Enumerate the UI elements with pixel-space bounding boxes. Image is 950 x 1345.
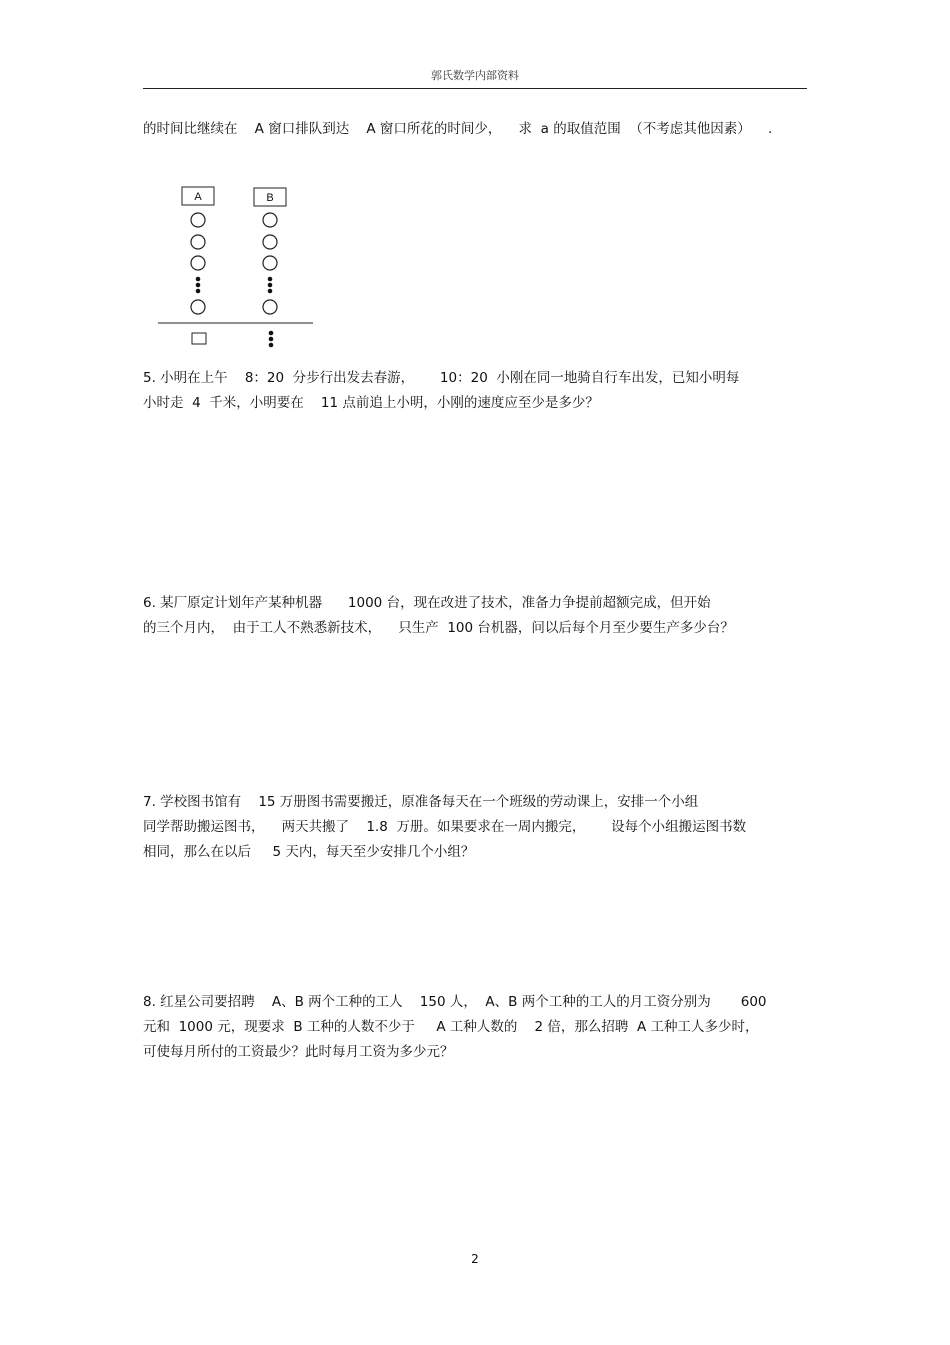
- queue-a-ellipsis: [196, 277, 201, 294]
- newcomer-square: [192, 333, 206, 344]
- queue-b-person-1: [263, 213, 277, 227]
- queue-a-person-1: [191, 213, 205, 227]
- problem-5-line-2: 小时走 4 千米，小明要在 11 点前追上小明，小刚的速度应至少是多少？: [143, 395, 599, 411]
- intro-line: 的时间比继续在 A 窗口排队到达 A 窗口所花的时间少， 求 a 的取值范围 （不考虑其他因素） .: [143, 121, 773, 137]
- window-b-label: B: [266, 192, 274, 204]
- queue-diagram: [150, 183, 320, 353]
- header-divider: [143, 88, 807, 89]
- queue-a-person-3: [191, 256, 205, 270]
- problem-8-line-3: 可使每月所付的工资最少？此时每月工资为多少元？: [143, 1044, 454, 1060]
- queue-b-person-last: [263, 300, 277, 314]
- page-number: 2: [471, 1252, 479, 1266]
- problem-7-line-3: 相同，那么在以后 5 天内，每天至少安排几个小组？: [143, 844, 475, 860]
- queue-b-tail-ellipsis: [269, 331, 274, 348]
- queue-a-person-last: [191, 300, 205, 314]
- problem-8-line-1: 8. 红星公司要招聘 A、B 两个工种的工人 150 人， A、B 两个工种的工人的月工资分别为 600: [143, 994, 767, 1010]
- problem-8-line-2: 元和 1000 元，现要求 B 工种的人数不少于 A 工种人数的 2 倍，那么招聘 A 工种工人多少时，: [143, 1019, 759, 1035]
- queue-b-person-3: [263, 256, 277, 270]
- problem-6-line-1: 6. 某厂原定计划年产某种机器 1000 台，现在改进了技术，准备力争提前超额完成，但开始: [143, 595, 711, 611]
- queue-b-person-2: [263, 235, 277, 249]
- page-header: 郭氏数学内部资料: [431, 69, 519, 82]
- problem-5-line-1: 5. 小明在上午 8：20 分步行出发去春游， 10：20 小刚在同一地骑自行车出发，已知小明每: [143, 370, 740, 386]
- queue-b-ellipsis: [268, 277, 273, 294]
- problem-7-line-1: 7. 学校图书馆有 15 万册图书需要搬迁，原准备每天在一个班级的劳动课上，安排一个小组: [143, 794, 699, 810]
- problem-6-line-2: 的三个月内， 由于工人不熟悉新技术， 只生产 100 台机器，问以后每个月至少要生产多少台？: [143, 620, 734, 636]
- queue-a-person-2: [191, 235, 205, 249]
- problem-7-line-2: 同学帮助搬运图书， 两天共搬了 1.8 万册。如果要求在一周内搬完， 设每个小组搬运图书数: [143, 819, 747, 835]
- window-a-label: A: [194, 191, 202, 203]
